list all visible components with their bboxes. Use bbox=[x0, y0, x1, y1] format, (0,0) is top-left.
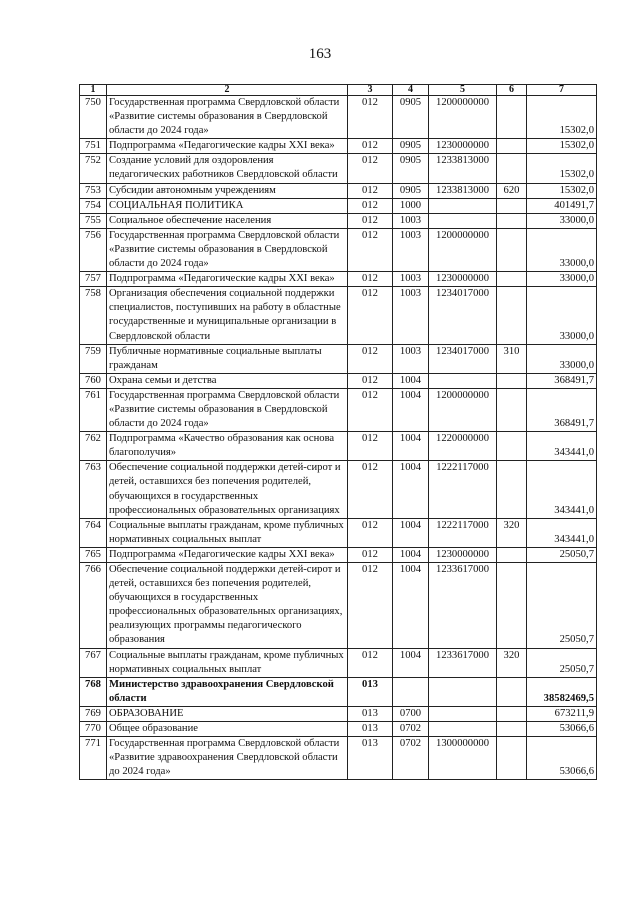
row-number: 759 bbox=[80, 344, 107, 373]
row-code-6 bbox=[497, 547, 527, 562]
row-code-3: 012 bbox=[348, 198, 393, 213]
row-code-3: 012 bbox=[348, 287, 393, 344]
row-code-4: 1003 bbox=[393, 272, 429, 287]
row-code-4: 1004 bbox=[393, 388, 429, 431]
row-code-3: 012 bbox=[348, 648, 393, 677]
row-code-4: 1003 bbox=[393, 213, 429, 228]
row-code-4: 0905 bbox=[393, 96, 429, 139]
row-name: Социальные выплаты гражданам, кроме публичных нормативных социальных выплат bbox=[107, 518, 348, 547]
row-number: 752 bbox=[80, 154, 107, 183]
row-code-6: 320 bbox=[497, 648, 527, 677]
row-code-3: 013 bbox=[348, 677, 393, 706]
row-code-6: 310 bbox=[497, 344, 527, 373]
header-cell: 2 bbox=[107, 85, 348, 96]
row-code-3: 013 bbox=[348, 706, 393, 721]
header-cell: 7 bbox=[527, 85, 597, 96]
row-code-5: 1234017000 bbox=[429, 344, 497, 373]
row-code-4: 1004 bbox=[393, 648, 429, 677]
row-code-6: 320 bbox=[497, 518, 527, 547]
row-code-5: 1200000000 bbox=[429, 96, 497, 139]
table-row bbox=[80, 461, 597, 518]
row-code-4: 1004 bbox=[393, 563, 429, 649]
row-name: Обеспечение социальной поддержки детей-сирот и детей, оставшихся без попечения родителей, обучающихся в государственных профессиональных образовательных организациях bbox=[107, 461, 348, 518]
row-number: 750 bbox=[80, 96, 107, 139]
table-row bbox=[80, 154, 597, 183]
row-name: Государственная программа Свердловской области «Развитие системы образования в Свердловской области до 2024 года» bbox=[107, 96, 348, 139]
row-amount: 368491,7 bbox=[527, 373, 597, 388]
row-number: 761 bbox=[80, 388, 107, 431]
row-code-4: 1004 bbox=[393, 461, 429, 518]
row-number: 757 bbox=[80, 272, 107, 287]
table-row bbox=[80, 648, 597, 677]
row-name: ОБРАЗОВАНИЕ bbox=[107, 706, 348, 721]
row-code-6 bbox=[497, 461, 527, 518]
row-amount: 343441,0 bbox=[527, 518, 597, 547]
row-name: Социальное обеспечение населения bbox=[107, 213, 348, 228]
row-name: Подпрограмма «Качество образования как основа благополучия» bbox=[107, 432, 348, 461]
table-row bbox=[80, 344, 597, 373]
row-code-5: 1300000000 bbox=[429, 737, 497, 780]
row-number: 770 bbox=[80, 722, 107, 737]
row-code-5: 1233813000 bbox=[429, 183, 497, 198]
row-code-6 bbox=[497, 706, 527, 721]
row-number: 763 bbox=[80, 461, 107, 518]
row-code-3: 012 bbox=[348, 183, 393, 198]
header-cell: 6 bbox=[497, 85, 527, 96]
row-name: Министерство здравоохранения Свердловской области bbox=[107, 677, 348, 706]
table-row bbox=[80, 547, 597, 562]
row-code-3: 012 bbox=[348, 154, 393, 183]
row-code-6 bbox=[497, 373, 527, 388]
row-code-6 bbox=[497, 228, 527, 271]
table-row bbox=[80, 722, 597, 737]
budget-table bbox=[79, 84, 597, 780]
row-amount: 33000,0 bbox=[527, 287, 597, 344]
row-number: 754 bbox=[80, 198, 107, 213]
row-amount: 15302,0 bbox=[527, 139, 597, 154]
row-code-3: 012 bbox=[348, 518, 393, 547]
row-amount: 53066,6 bbox=[527, 737, 597, 780]
table-row bbox=[80, 677, 597, 706]
row-code-4 bbox=[393, 677, 429, 706]
row-code-5: 1234017000 bbox=[429, 287, 497, 344]
row-number: 755 bbox=[80, 213, 107, 228]
row-code-4: 1004 bbox=[393, 547, 429, 562]
row-code-5 bbox=[429, 213, 497, 228]
row-amount: 33000,0 bbox=[527, 344, 597, 373]
row-code-5 bbox=[429, 677, 497, 706]
row-code-4: 0700 bbox=[393, 706, 429, 721]
row-code-4: 1003 bbox=[393, 287, 429, 344]
row-code-3: 012 bbox=[348, 461, 393, 518]
table-row bbox=[80, 198, 597, 213]
row-code-3: 012 bbox=[348, 563, 393, 649]
row-code-4: 0905 bbox=[393, 183, 429, 198]
table-row bbox=[80, 373, 597, 388]
row-code-4: 0702 bbox=[393, 722, 429, 737]
row-code-3: 012 bbox=[348, 388, 393, 431]
table-row bbox=[80, 563, 597, 649]
row-code-4: 1004 bbox=[393, 518, 429, 547]
row-number: 767 bbox=[80, 648, 107, 677]
row-name: Подпрограмма «Педагогические кадры XXI века» bbox=[107, 272, 348, 287]
row-code-5: 1222117000 bbox=[429, 461, 497, 518]
row-code-5: 1200000000 bbox=[429, 228, 497, 271]
row-code-5: 1233617000 bbox=[429, 563, 497, 649]
row-code-3: 012 bbox=[348, 547, 393, 562]
row-name: Социальные выплаты гражданам, кроме публичных нормативных социальных выплат bbox=[107, 648, 348, 677]
table-row bbox=[80, 228, 597, 271]
row-code-6 bbox=[497, 563, 527, 649]
row-code-3: 012 bbox=[348, 228, 393, 271]
table-row bbox=[80, 139, 597, 154]
row-amount: 25050,7 bbox=[527, 563, 597, 649]
row-code-6 bbox=[497, 96, 527, 139]
row-amount: 25050,7 bbox=[527, 547, 597, 562]
row-code-5: 1222117000 bbox=[429, 518, 497, 547]
row-code-5 bbox=[429, 373, 497, 388]
table-row bbox=[80, 213, 597, 228]
row-name: Государственная программа Свердловской области «Развитие системы образования в Свердловской области до 2024 года» bbox=[107, 228, 348, 271]
row-name: Публичные нормативные социальные выплаты гражданам bbox=[107, 344, 348, 373]
row-name: Организация обеспечения социальной поддержки специалистов, поступивших на работу в областные государственные и муниципальные организации в Свердловской области bbox=[107, 287, 348, 344]
row-code-5 bbox=[429, 722, 497, 737]
row-number: 769 bbox=[80, 706, 107, 721]
row-code-4: 1004 bbox=[393, 432, 429, 461]
row-code-6 bbox=[497, 154, 527, 183]
row-code-6 bbox=[497, 139, 527, 154]
table-row bbox=[80, 737, 597, 780]
row-code-3: 013 bbox=[348, 737, 393, 780]
row-amount: 673211,9 bbox=[527, 706, 597, 721]
row-amount: 25050,7 bbox=[527, 648, 597, 677]
row-number: 762 bbox=[80, 432, 107, 461]
row-name: Общее образование bbox=[107, 722, 348, 737]
table-row bbox=[80, 183, 597, 198]
row-name: Подпрограмма «Педагогические кадры XXI века» bbox=[107, 547, 348, 562]
row-number: 771 bbox=[80, 737, 107, 780]
row-code-4: 1000 bbox=[393, 198, 429, 213]
page-number: 163 bbox=[308, 46, 332, 62]
row-amount: 38582469,5 bbox=[527, 677, 597, 706]
row-name: Создание условий для оздоровления педагогических работников Свердловской области bbox=[107, 154, 348, 183]
row-amount: 401491,7 bbox=[527, 198, 597, 213]
row-name: Государственная программа Свердловской области «Развитие здравоохранения Свердловской области до 2024 года» bbox=[107, 737, 348, 780]
row-code-6 bbox=[497, 287, 527, 344]
row-code-5: 1233617000 bbox=[429, 648, 497, 677]
row-code-6 bbox=[497, 272, 527, 287]
row-code-3: 012 bbox=[348, 373, 393, 388]
row-code-4: 1004 bbox=[393, 373, 429, 388]
row-code-4: 1003 bbox=[393, 228, 429, 271]
row-amount: 53066,6 bbox=[527, 722, 597, 737]
row-number: 758 bbox=[80, 287, 107, 344]
row-code-6 bbox=[497, 213, 527, 228]
row-number: 760 bbox=[80, 373, 107, 388]
row-number: 751 bbox=[80, 139, 107, 154]
table-row bbox=[80, 432, 597, 461]
row-code-4: 0905 bbox=[393, 154, 429, 183]
row-code-6 bbox=[497, 722, 527, 737]
row-code-6 bbox=[497, 737, 527, 780]
row-code-5: 1230000000 bbox=[429, 547, 497, 562]
row-code-3: 012 bbox=[348, 432, 393, 461]
row-amount: 15302,0 bbox=[527, 183, 597, 198]
table-row bbox=[80, 272, 597, 287]
row-code-5: 1230000000 bbox=[429, 139, 497, 154]
row-number: 765 bbox=[80, 547, 107, 562]
row-code-6 bbox=[497, 198, 527, 213]
row-code-6: 620 bbox=[497, 183, 527, 198]
row-code-3: 012 bbox=[348, 213, 393, 228]
row-amount: 33000,0 bbox=[527, 272, 597, 287]
row-code-4: 0905 bbox=[393, 139, 429, 154]
header-cell: 5 bbox=[429, 85, 497, 96]
table-row bbox=[80, 388, 597, 431]
row-code-5 bbox=[429, 198, 497, 213]
table-header-row bbox=[80, 85, 597, 96]
row-code-5: 1230000000 bbox=[429, 272, 497, 287]
header-cell: 3 bbox=[348, 85, 393, 96]
header-cell: 4 bbox=[393, 85, 429, 96]
row-code-3: 012 bbox=[348, 96, 393, 139]
row-code-3: 012 bbox=[348, 139, 393, 154]
table-row bbox=[80, 287, 597, 344]
row-code-6 bbox=[497, 432, 527, 461]
row-name: Подпрограмма «Педагогические кадры XXI века» bbox=[107, 139, 348, 154]
row-name: Охрана семьи и детства bbox=[107, 373, 348, 388]
row-number: 753 bbox=[80, 183, 107, 198]
row-amount: 343441,0 bbox=[527, 461, 597, 518]
row-amount: 343441,0 bbox=[527, 432, 597, 461]
row-amount: 33000,0 bbox=[527, 213, 597, 228]
row-number: 764 bbox=[80, 518, 107, 547]
row-code-4: 0702 bbox=[393, 737, 429, 780]
row-code-4: 1003 bbox=[393, 344, 429, 373]
row-name: Субсидии автономным учреждениям bbox=[107, 183, 348, 198]
table-row bbox=[80, 518, 597, 547]
row-code-5: 1220000000 bbox=[429, 432, 497, 461]
row-number: 766 bbox=[80, 563, 107, 649]
row-code-6 bbox=[497, 677, 527, 706]
row-code-3: 012 bbox=[348, 344, 393, 373]
header-cell: 1 bbox=[80, 85, 107, 96]
row-code-3: 013 bbox=[348, 722, 393, 737]
row-code-5 bbox=[429, 706, 497, 721]
row-code-3: 012 bbox=[348, 272, 393, 287]
row-amount: 15302,0 bbox=[527, 96, 597, 139]
row-code-6 bbox=[497, 388, 527, 431]
row-amount: 33000,0 bbox=[527, 228, 597, 271]
row-code-5: 1233813000 bbox=[429, 154, 497, 183]
row-code-5: 1200000000 bbox=[429, 388, 497, 431]
row-name: Обеспечение социальной поддержки детей-сирот и детей, оставшихся без попечения родителей, обучающихся в государственных профессиональных образовательных организациях, реализующих программы педагогического образования bbox=[107, 563, 348, 649]
table-row bbox=[80, 96, 597, 139]
row-number: 756 bbox=[80, 228, 107, 271]
row-amount: 368491,7 bbox=[527, 388, 597, 431]
row-number: 768 bbox=[80, 677, 107, 706]
row-name: Государственная программа Свердловской области «Развитие системы образования в Свердловской области до 2024 года» bbox=[107, 388, 348, 431]
row-name: СОЦИАЛЬНАЯ ПОЛИТИКА bbox=[107, 198, 348, 213]
table-row bbox=[80, 706, 597, 721]
row-amount: 15302,0 bbox=[527, 154, 597, 183]
